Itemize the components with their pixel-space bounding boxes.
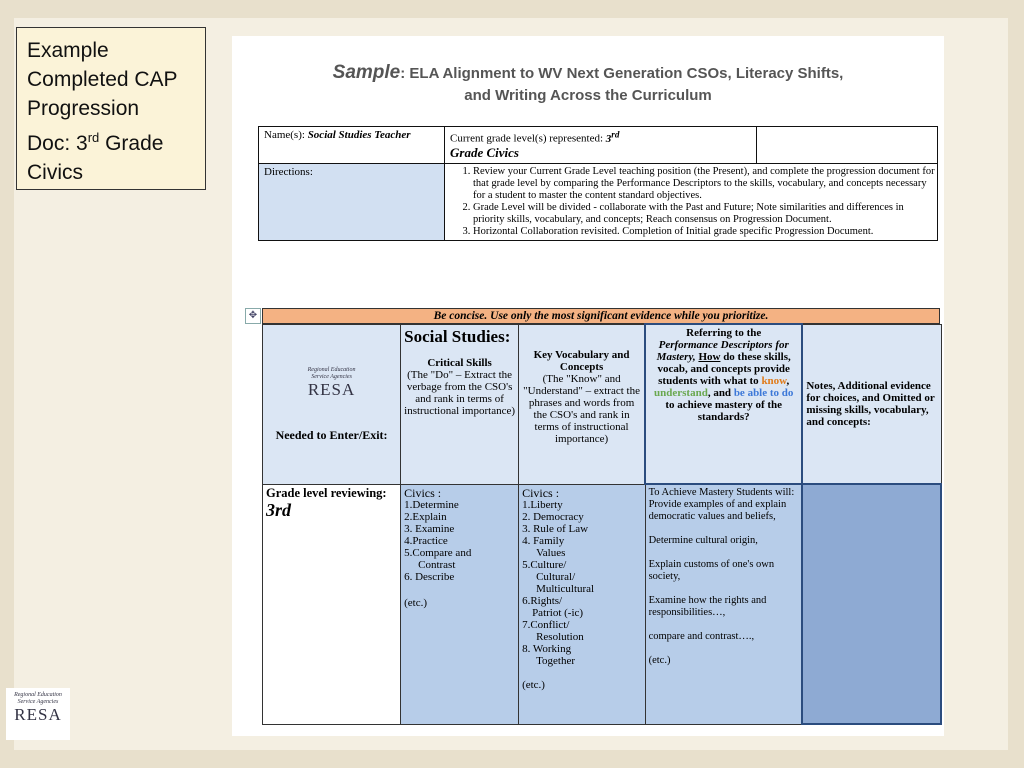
mastery-text: and [713,387,732,399]
vocab-item: 4. Family [522,534,565,547]
mastery-intro: To Achieve Mastery Students will: [648,487,795,498]
vocab-item: 1.Liberty [522,498,563,511]
vocab-item: 5.Culture/ [522,558,567,571]
mastery-item: compare and contrast…., [648,631,755,642]
document-image [232,36,944,736]
mastery-text: do these skills, vocab, and concepts provide students with what to [657,351,791,387]
vocab-item: Multicultural [536,582,595,595]
title-rest: : ELA Alignment to WV Next Generation CSOs, Literacy Shifts, [400,65,844,82]
skills-list-title: Civics : [404,485,442,500]
mastery-item: Examine how the rights and responsibilities…, [648,595,767,618]
skill-item: 5.Compare and [404,546,472,559]
skill-item: 2.Explain [404,510,447,523]
able-phrase: be able to do [733,387,794,399]
logo-text: Regional Education [307,366,356,373]
vocab-item: 3. Rule of Law [522,522,589,535]
resa-logo [266,367,397,399]
vocab-item: Patriot (-ic) [532,606,584,619]
vocab-item: 8. Working [522,642,572,655]
title-line: Civics [27,161,83,184]
skill-item: 4.Practice [404,534,448,547]
sample-word: Sample [332,62,401,83]
vocab-item: Cultural/ [536,570,576,583]
skills-body-cell [401,484,519,724]
skills-subtitle: Critical Skills [427,356,492,369]
skill-item: Contrast [418,558,456,571]
vocab-etc: (etc.) [522,678,545,691]
logo-text: RESA [14,705,62,724]
corner-resa-logo [6,688,70,740]
name-cell [259,127,445,164]
mastery-item: Explain customs of one's own society, [648,559,775,582]
skill-item: 6. Describe [404,570,455,583]
progression-table [262,323,942,725]
mastery-text: How [698,351,721,363]
directions-item: 1. Review your Current Grade Level teaching position (the Present), and complete the progression document for that grade level by comparing the Performance Descriptors to the skills, vocabulary, and concepts necessary for a student to master the content standard objectives. [473,166,935,202]
table-move-handle-icon[interactable]: ✥ [245,308,261,324]
name-value: Social Studies Teacher [307,129,411,141]
vocab-title: Key Vocabulary and Concepts [533,348,630,373]
concise-banner: Be concise. Use only the most significant evidence while you prioritize. [262,308,940,324]
vocab-item: Together [536,654,575,667]
logo-text: Service Agencies [311,373,352,380]
skill-etc: (etc.) [404,596,428,609]
grade-value: 3 [605,132,612,145]
mastery-text: Referring to the [686,327,762,339]
title-line [27,123,195,158]
vocab-item: Resolution [536,630,584,643]
logo-header-cell [263,324,401,484]
mastery-text: to achieve mastery of the standards? [665,399,783,423]
skills-desc: (The "Do" – Extract the verbage from the CSO's and rank in terms of instructional importance) [404,368,516,417]
title-line: Completed CAP [27,68,178,91]
mastery-item: Provide examples of and explain democratic values and beliefs, [648,499,787,522]
title-line: Progression [27,97,140,120]
vocab-item: 7.Conflict/ [522,618,570,631]
directions-cell [445,163,938,240]
title-rest: and Writing Across the Curriculum [464,87,712,104]
title-superscript: rd [87,130,100,145]
skills-title: Social Studies: [404,326,511,346]
title-line: Example [27,39,109,62]
notes-body-cell [802,484,941,724]
skill-item: 1.Determine [404,498,459,511]
logo-text: Regional Education [14,692,62,698]
know-word: know [761,375,787,387]
empty-cell [757,127,938,164]
vocab-item: Values [536,546,566,559]
directions-item: 2. Grade Level will be divided - collaborate with the Past and Future; Note similarities and differences in priority skills, vocabulary, and concepts; Reach consensus on Progression Document. [473,202,935,226]
logo-text: RESA [307,379,356,399]
mastery-body-cell [645,484,802,724]
vocab-header-cell [519,324,646,484]
directions-label: Directions: [259,163,445,240]
vocab-item: 6.Rights/ [522,594,563,607]
mastery-item: Determine cultural origin, [648,535,758,546]
vocab-list-title: Civics : [522,485,560,500]
document-title [232,62,944,107]
needed-label: Needed to Enter/Exit: [275,427,388,442]
directions-list [447,166,935,238]
directions-item: 3. Horizontal Collaboration revisited. Completion of Initial grade specific Progression Document. [473,226,935,238]
grade-sup: rd [611,129,620,139]
slide-title [16,27,206,190]
mastery-text: Performance Descriptors for Mastery, [656,339,789,363]
grade-label: Current grade level(s) represented: [450,132,606,145]
skills-header-cell [401,324,519,484]
name-label: Name(s): [264,129,308,141]
vocab-item: 2. Democracy [522,510,584,523]
vocab-desc: (The "Know" and "Understand" – extract the phrases and words from the CSO's and rank in terms of instructional importance) [523,372,640,445]
logo-text: Service Agencies [17,699,59,705]
mastery-header-cell: Referring to the Performance Descriptors for Mastery, How do these skills, vocab, and concepts provide students with what to know, understand, and be able to do to achieve mastery of the standards? [645,324,802,484]
vocab-body-cell [519,484,646,724]
grade-value-line: Grade Civics [450,144,519,160]
notes-header-cell: Notes, Additional evidence for choices, and Omitted or missing skills, vocabulary, and concepts: [802,324,941,484]
grade-cell [445,127,757,164]
grade-row-label-cell [263,484,401,724]
grade-reviewing-label: Grade level reviewing: [266,485,387,500]
info-table [258,126,938,241]
skill-item: 3. Examine [404,522,455,535]
mastery-etc: (etc.) [648,655,671,666]
title-text: Grade [99,132,164,155]
title-text: Doc: 3 [27,132,88,155]
grade-reviewing-value: 3rd [266,499,292,520]
understand-word: understand [654,387,708,399]
